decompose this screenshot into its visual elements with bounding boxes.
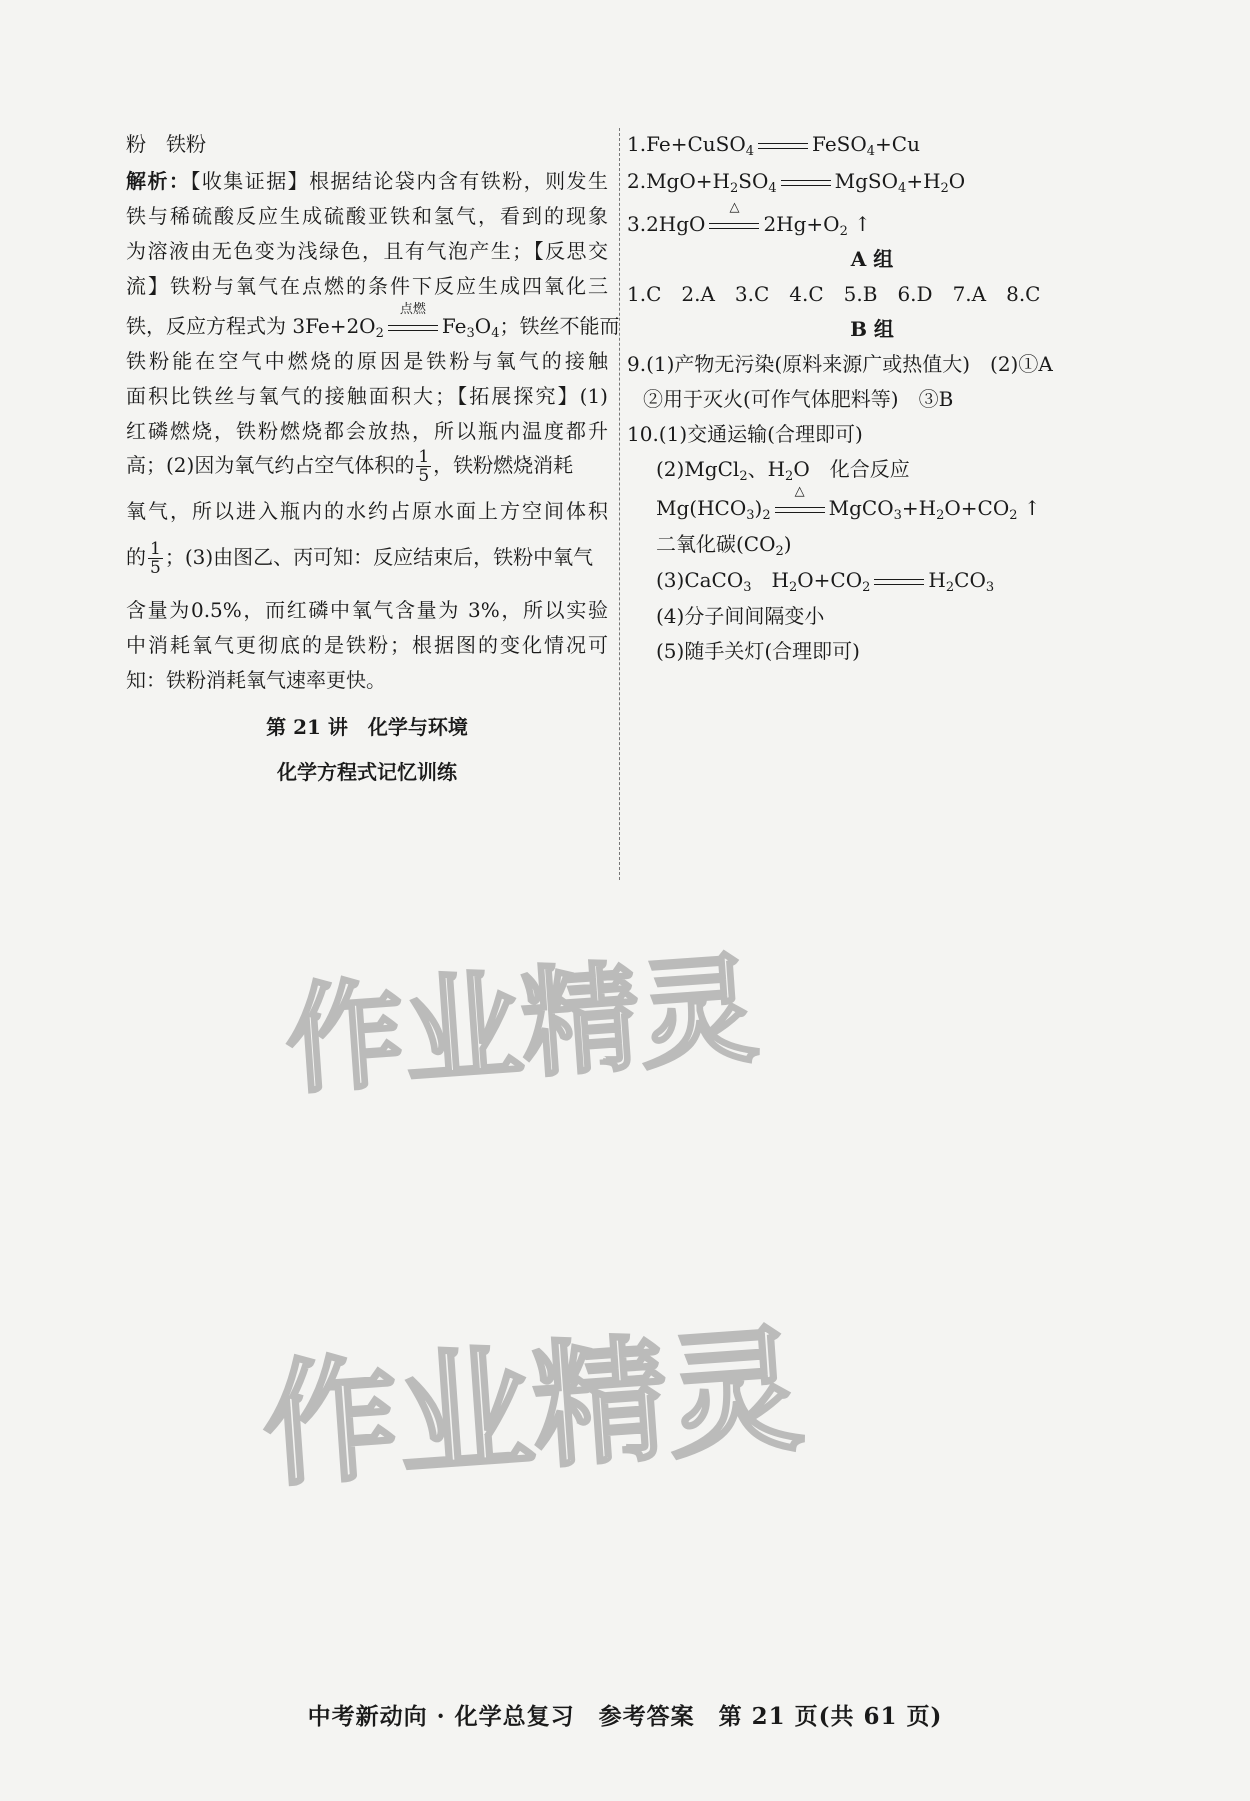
text-span: O (474, 314, 492, 338)
text-span: O 化合反应 (793, 457, 910, 481)
text-span: +Cu (875, 132, 920, 156)
reaction-sign (758, 141, 808, 151)
group-b-heading: B 组 (850, 317, 894, 341)
text-span: CO (954, 568, 986, 592)
text-line: 铁粉能在空气中燃烧的原因是铁粉与氧气的接触 (126, 349, 608, 373)
fraction-numerator: 1 (418, 447, 430, 467)
subscript: 4 (768, 181, 777, 196)
text-span: 铁，反应方程式为 3Fe+2O (126, 314, 376, 338)
fraction-line (126, 448, 573, 485)
subscript: 4 (491, 326, 500, 341)
text-span: MgCO (828, 496, 894, 520)
equation-line (656, 483, 1041, 530)
text-line: 知：铁粉消耗氧气速率更快。 (126, 668, 386, 692)
group-a-answers: 1.C 2.A 3.C 4.C 5.B 6.D 7.A 8.C (627, 282, 1041, 306)
subscript: 2 (775, 544, 784, 559)
page-footer: 中考新动向 · 化学总复习 参考答案 第 21 页(共 61 页) (307, 1703, 943, 1730)
text-span: ；铁丝不能而 (499, 314, 620, 338)
subscript: 3 (466, 326, 475, 341)
text-span: ) (783, 532, 792, 556)
text-span: Mg(HCO (656, 496, 747, 520)
text-span: +H (901, 496, 937, 520)
text-span: 2Hg+O (763, 212, 840, 236)
subscript: 3 (985, 580, 995, 595)
text-span: +H (906, 169, 941, 193)
subscript: 2 (940, 181, 949, 196)
column-divider (619, 128, 620, 880)
watermark: 作业精灵 (257, 1311, 808, 1506)
subscript: 2 (839, 224, 848, 239)
equation-line (126, 301, 620, 348)
text-span: FeSO (812, 132, 867, 156)
reaction-sign (775, 483, 825, 515)
text-span: ，铁粉燃烧消耗 (433, 453, 574, 477)
fraction-line (126, 540, 593, 577)
text-span: 【收集证据】根据结论袋内含有铁粉，则发生 (190, 169, 609, 193)
text-span: ) (754, 496, 763, 520)
text-span: 2.MgO+H (627, 169, 730, 193)
subscript: 2 (739, 469, 748, 484)
question-9-line: ②用于灭火(可作气体肥料等) ③B (643, 387, 954, 411)
equation-line (627, 199, 871, 246)
analysis-line (126, 167, 608, 195)
text-span: SO (738, 169, 769, 193)
text-span: ↑ (1017, 496, 1041, 520)
text-span: 、H (747, 457, 786, 481)
text-span: O+CO (797, 568, 863, 592)
fraction-denominator: 5 (418, 466, 430, 486)
text-line: 流】铁粉与氧气在点燃的条件下反应生成四氧化三 (126, 274, 608, 298)
reaction-condition: △ (794, 483, 805, 499)
subscript: 4 (866, 144, 876, 159)
reaction-sign (781, 178, 831, 188)
question-10-line: (4)分子间间隔变小 (656, 604, 825, 628)
text-span: Fe (441, 314, 467, 338)
subscript: 3 (893, 508, 902, 523)
reaction-condition: △ (729, 199, 740, 215)
text-line: 红磷燃烧，铁粉燃烧都会放热，所以瓶内温度都升 (126, 419, 608, 443)
question-10-line (656, 530, 792, 566)
subscript: 2 (862, 580, 871, 595)
subscript: 3 (746, 508, 755, 523)
text-span: O (948, 169, 966, 193)
text-span: 3.2HgO (627, 212, 706, 236)
question-10-line: 10.(1)交通运输(合理即可) (627, 422, 863, 446)
subscript: 2 (785, 469, 794, 484)
text-line: 铁与稀硫酸反应生成硫酸亚铁和氢气，看到的现象 (126, 204, 608, 228)
subscript: 2 (762, 508, 771, 523)
text-span: MgSO (834, 169, 899, 193)
text-line: 氧气，所以进入瓶内的水约占原水面上方空间体积 (126, 499, 608, 523)
subscript: 2 (729, 181, 739, 196)
analysis-label: 解析： (126, 169, 191, 193)
lecture-heading: 第 21 讲 化学与环境 (266, 715, 468, 739)
fraction-numerator: 1 (150, 539, 161, 559)
text-span: 1.Fe+CuSO (627, 132, 746, 156)
equation-line (627, 167, 965, 203)
text-span: 高；(2)因为氧气约占空气体积的 (126, 453, 415, 477)
text-span: H (928, 568, 946, 592)
equation-line (627, 130, 920, 166)
text-span: 二氧化碳(CO (656, 532, 776, 556)
text-line: 含量为0.5%，而红磷中氧气含量为 3%，所以实验 (126, 598, 608, 622)
reaction-condition: 点燃 (399, 301, 426, 317)
section-heading: 化学方程式记忆训练 (277, 760, 457, 784)
subscript: 2 (936, 508, 945, 523)
text-line: 面积比铁丝与氧气的接触面积大；【拓展探究】(1) (126, 384, 608, 408)
text-span: H (751, 568, 789, 592)
text-line: 中消耗氧气更彻底的是铁粉；根据图的变化情况可 (126, 633, 608, 657)
reaction-sign (388, 301, 438, 333)
reaction-sign (874, 577, 924, 587)
question-9-line: 9.(1)产物无污染(原料来源广或热值大) (2)①A (627, 352, 1053, 376)
subscript: 2 (789, 580, 798, 595)
subscript: 2 (945, 580, 955, 595)
subscript: 4 (898, 181, 907, 196)
question-10-line (656, 566, 994, 602)
subscript: 3 (743, 580, 752, 595)
text-span: ；(3)由图乙、丙可知：反应结束后，铁粉中氧气 (164, 545, 594, 569)
subscript: 4 (745, 144, 755, 159)
group-a-heading: A 组 (850, 247, 894, 271)
fraction (148, 540, 163, 577)
fraction-denominator: 5 (150, 558, 161, 578)
question-10-line: (5)随手关灯(合理即可) (656, 639, 860, 663)
text-line: 为溶液由无色变为浅绿色，且有气泡产生；【反思交 (126, 239, 608, 263)
text-span: ↑ (847, 212, 871, 236)
reaction-sign (709, 199, 759, 231)
subscript: 2 (1009, 508, 1018, 523)
fraction (416, 448, 431, 485)
text-span: 的 (126, 545, 146, 569)
subscript: 2 (375, 326, 384, 341)
text-line: 粉 铁粉 (126, 132, 206, 156)
text-span: O+CO (944, 496, 1010, 520)
watermark: 作业精灵 (281, 939, 762, 1111)
text-span: (2)MgCl (656, 457, 740, 481)
text-span: (3)CaCO (656, 568, 744, 592)
